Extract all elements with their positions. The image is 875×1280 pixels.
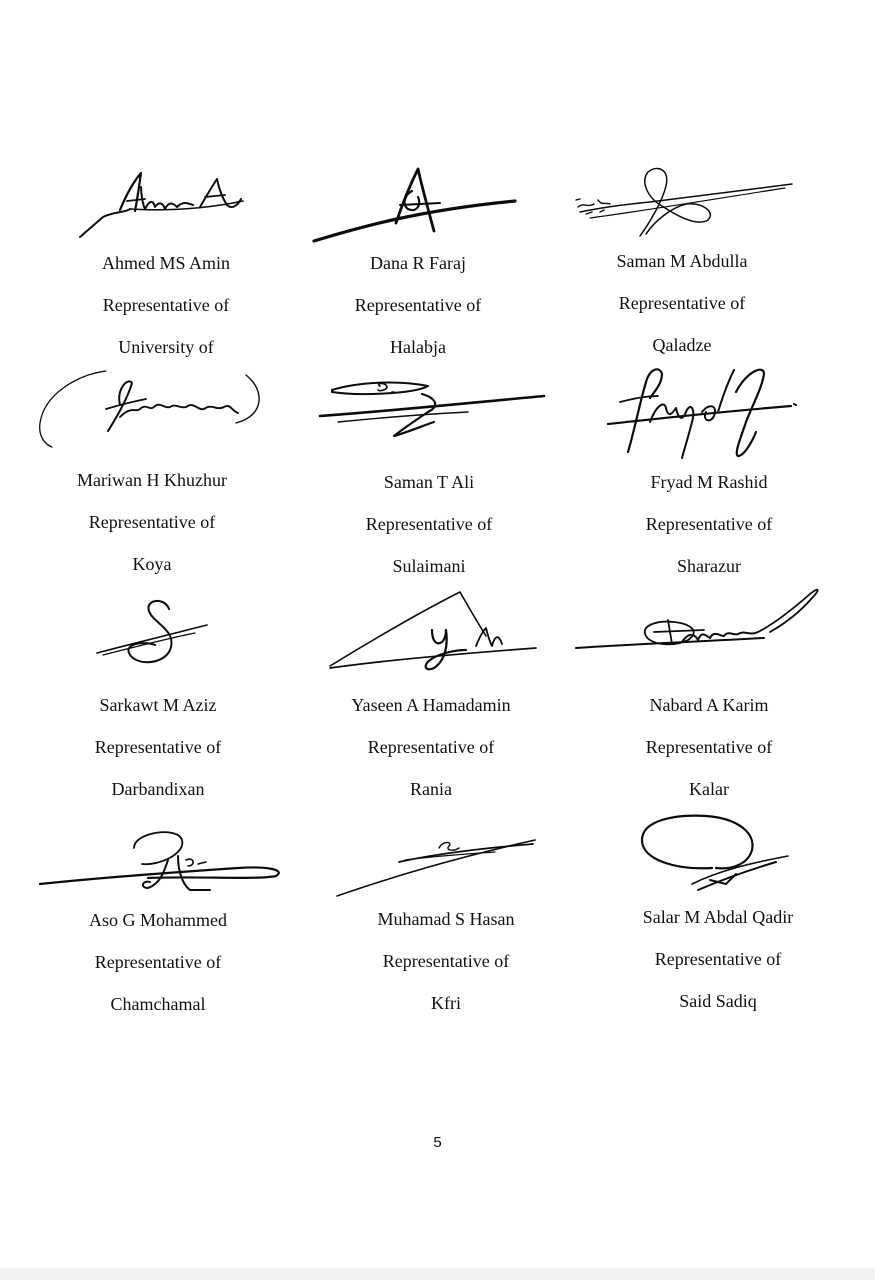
signature-nabard-a-karim bbox=[574, 584, 824, 660]
signatory-name: Ahmed MS Amin bbox=[101, 253, 230, 273]
signature-yaseen-a-hamadamin bbox=[326, 588, 540, 676]
signatory-name: Nabard A Karim bbox=[649, 695, 769, 715]
signature-muhamad-s-hasan bbox=[335, 834, 540, 900]
signatory-role: Representative of bbox=[382, 951, 510, 971]
signatory-role: Representative of bbox=[618, 293, 746, 313]
signatory-name: Aso G Mohammed bbox=[89, 910, 227, 930]
signatory-place: Said Sadiq bbox=[679, 991, 757, 1011]
signature-saman-t-ali bbox=[318, 376, 546, 441]
signatory-place: Kalar bbox=[689, 779, 729, 799]
page-bottom-edge bbox=[0, 1268, 875, 1280]
signatory-role: Representative of bbox=[645, 514, 773, 534]
signatory-name: Muhamad S Hasan bbox=[377, 909, 515, 929]
signatory-role: Representative of bbox=[365, 514, 493, 534]
signatory-place: Sharazur bbox=[677, 556, 741, 576]
signature-saman-m-abdulla bbox=[570, 162, 795, 242]
signatory-name: Sarkawt M Aziz bbox=[99, 695, 217, 715]
signature-aso-g-mohammed bbox=[38, 826, 288, 896]
signature-dana-r-faraj bbox=[310, 165, 520, 247]
signatory-role: Representative of bbox=[88, 512, 216, 532]
signature-salar-m-abdal-qadir bbox=[636, 810, 794, 898]
signatory-place: Sulaimani bbox=[392, 556, 466, 576]
signatory-role: Representative of bbox=[354, 295, 482, 315]
signatory-place: Koya bbox=[132, 554, 172, 574]
signatory-role: Representative of bbox=[94, 737, 222, 757]
signatory-place: Chamchamal bbox=[110, 994, 206, 1014]
signatory-role: Representative of bbox=[94, 952, 222, 972]
signatory-place: Kfri bbox=[431, 993, 461, 1013]
signature-mariwan-h-khuzhur bbox=[36, 365, 268, 450]
signatory-name: Mariwan H Khuzhur bbox=[77, 470, 227, 490]
signatory-name: Yaseen A Hamadamin bbox=[351, 695, 511, 715]
signatory-role: Representative of bbox=[654, 949, 782, 969]
signatory-place: Darbandixan bbox=[111, 779, 205, 799]
signature-sarkawt-m-aziz bbox=[95, 595, 210, 670]
signature-ahmed-ms-amin bbox=[75, 165, 250, 245]
signatory-place: Qaladze bbox=[652, 335, 712, 355]
signatory-name: Saman M Abdulla bbox=[616, 251, 748, 271]
signature-fryad-m-rashid bbox=[606, 362, 801, 462]
signatory-place: University of bbox=[118, 337, 214, 357]
signatory-role: Representative of bbox=[367, 737, 495, 757]
page-number: 5 bbox=[433, 1134, 442, 1151]
signatory-name: Dana R Faraj bbox=[370, 253, 466, 273]
signatory-name: Saman T Ali bbox=[383, 472, 475, 492]
signatory-role: Representative of bbox=[102, 295, 230, 315]
signatory-role: Representative of bbox=[645, 737, 773, 757]
signatory-name: Fryad M Rashid bbox=[650, 472, 768, 492]
signatory-name: Salar M Abdal Qadir bbox=[642, 907, 794, 927]
signatory-place: Rania bbox=[410, 779, 452, 799]
signatory-place: Halabja bbox=[390, 337, 446, 357]
